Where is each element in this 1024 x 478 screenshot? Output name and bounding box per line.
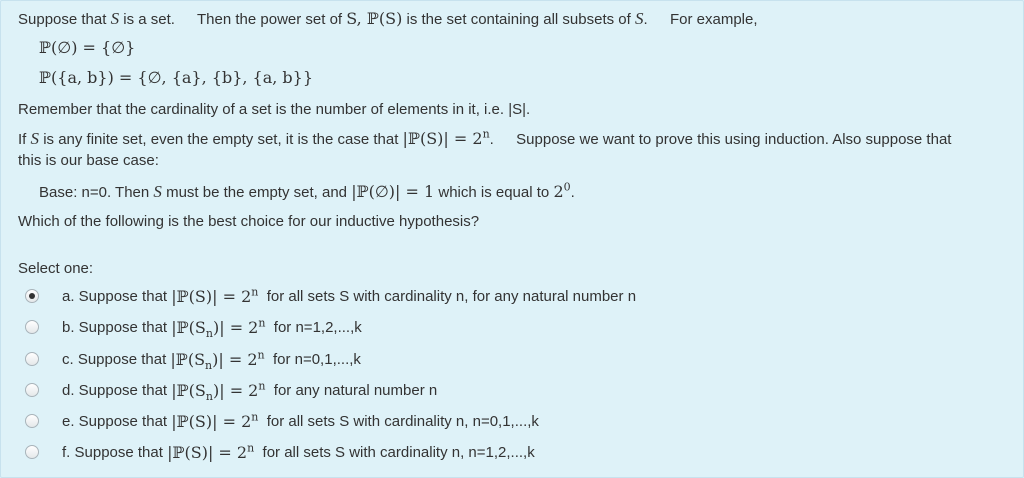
cardinality-note: Remember that the cardinality of a set is the number of elements in it, i.e. |S|. xyxy=(18,101,531,118)
base-math: |ℙ(∅)| = 1 xyxy=(351,182,435,201)
finite-math: |ℙ(S)| = $2^n$ xyxy=(402,127,490,148)
answer-option[interactable] xyxy=(19,313,999,341)
base-power: $2^0$ xyxy=(553,180,571,201)
finite-statement-2: this is our base case: xyxy=(18,152,159,169)
option-label: a. Suppose that xyxy=(62,287,172,305)
base-text-1: Base: n=0. Then xyxy=(39,184,150,201)
intro-text-3: Then the power set of xyxy=(197,11,343,28)
finite-statement: If S is any finite set, even the empty set, it is the case that |ℙ(S)| = $2^n$. Suppose we want to prove this using induction. Also suppose that xyxy=(18,127,952,148)
option-label: c. Suppose that xyxy=(62,350,171,368)
radio-button[interactable] xyxy=(25,383,39,397)
option-text: for all sets S with cardinality n, n=0,1,...,k xyxy=(258,412,539,430)
finite-text-1: If xyxy=(18,131,27,148)
option-text: for all sets S with cardinality n, for any natural number n xyxy=(258,287,637,305)
intro-text-5: For example, xyxy=(669,11,758,28)
intro-text-2: is a set. xyxy=(123,11,175,28)
option-math: $|ℙ(S_n)| = 2^n$ xyxy=(170,348,265,372)
option-math: |ℙ(S)| = $2^n$ xyxy=(171,285,259,306)
radio-button[interactable] xyxy=(25,445,39,459)
radio-button[interactable] xyxy=(25,289,39,303)
option-label: d. Suppose that xyxy=(62,381,172,399)
math-var-s-3: S xyxy=(30,129,40,148)
finite-text-2: is any finite set, even the empty set, it is the case that xyxy=(43,131,399,148)
select-label: Select one: xyxy=(18,260,94,277)
answer-option[interactable] xyxy=(19,438,999,466)
question-prompt: Which of the following is the best choice for our inductive hypothesis? xyxy=(18,213,480,230)
radio-button[interactable] xyxy=(25,320,39,334)
answer-option[interactable] xyxy=(19,282,999,310)
question-intro: Suppose that S is a set. Then the power set of S, ℙ(S) is the set containing all subsets of S. For example, xyxy=(18,9,758,28)
example-empty-set: ℙ(∅) = {∅} xyxy=(39,38,136,57)
radio-button[interactable] xyxy=(25,414,39,428)
option-text: for n=0,1,...,k xyxy=(264,350,361,368)
math-var-s-4: S xyxy=(153,182,162,201)
option-math: $|ℙ(S_n)| = 2^n$ xyxy=(171,379,266,403)
answer-option[interactable] xyxy=(19,345,999,373)
option-label: b. Suppose that xyxy=(62,318,172,336)
math-var-s-2: S xyxy=(634,9,644,28)
option-math: |ℙ(S)| = $2^n$ xyxy=(167,441,255,462)
option-text: for all sets S with cardinality n, n=1,2,...,k xyxy=(254,443,535,461)
option-math: $|ℙ(S_n)| = 2^n$ xyxy=(171,316,266,340)
option-label: f. Suppose that xyxy=(62,443,168,461)
base-text-2: must be the empty set, and xyxy=(166,184,348,201)
example-ab-set: ℙ({a, b}) = {∅, {a}, {b}, {a, b}} xyxy=(39,68,314,87)
option-math: |ℙ(S)| = $2^n$ xyxy=(171,410,259,431)
math-power-set: S, ℙ(S) xyxy=(346,9,403,28)
intro-text-1: Suppose that xyxy=(18,11,107,28)
base-text-3: which is equal to xyxy=(438,184,550,201)
base-case: Base: n=0. Then S must be the empty set, and |ℙ(∅)| = 1 which is equal to $2^0$. xyxy=(39,180,575,201)
answer-option[interactable] xyxy=(19,407,999,435)
option-text: for any natural number n xyxy=(265,381,438,399)
option-text: for n=1,2,...,k xyxy=(265,318,362,336)
finite-text-3: Suppose we want to prove this using induction. Also suppose that xyxy=(516,131,952,148)
answer-option[interactable] xyxy=(19,376,999,404)
option-label: e. Suppose that xyxy=(62,412,172,430)
math-var-s: S xyxy=(110,9,120,28)
radio-button[interactable] xyxy=(25,352,39,366)
intro-text-4: is the set containing all subsets of xyxy=(406,11,631,28)
